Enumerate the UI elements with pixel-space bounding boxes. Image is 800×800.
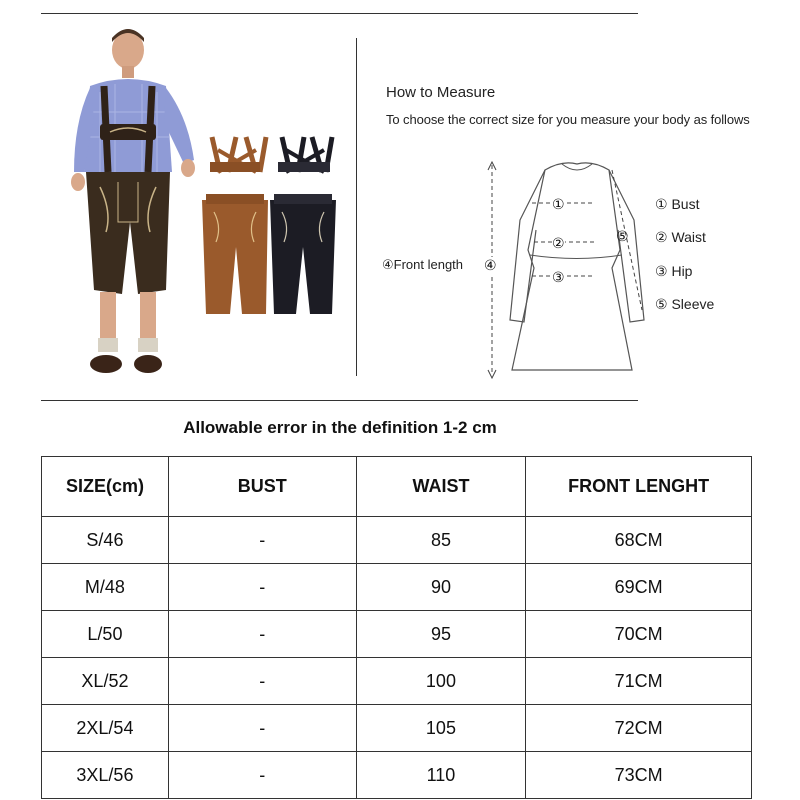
cell-bust: - xyxy=(168,517,356,564)
cell-bust: - xyxy=(168,752,356,799)
cell-front-length: 69CM xyxy=(526,564,752,611)
cell-front-length: 73CM xyxy=(526,752,752,799)
bust-marker: ① xyxy=(552,196,565,212)
model-figure xyxy=(71,29,195,373)
panel-divider xyxy=(356,38,357,376)
dress-diagram xyxy=(362,40,792,390)
cell-bust: - xyxy=(168,705,356,752)
legend-waist: ② Waist xyxy=(655,229,706,245)
allowable-error-note: Allowable error in the definition 1-2 cm xyxy=(183,418,497,437)
cell-front-length: 70CM xyxy=(526,611,752,658)
mid-divider xyxy=(41,400,638,401)
header-bust: BUST xyxy=(168,457,356,517)
table-row xyxy=(42,752,752,799)
brown-lederhosen xyxy=(202,137,268,314)
cell-bust: - xyxy=(168,564,356,611)
table-row xyxy=(42,564,752,611)
legend-sleeve: ⑤ Sleeve xyxy=(655,296,715,312)
cell-size: L/50 xyxy=(42,611,169,658)
cell-size: XL/52 xyxy=(42,658,169,705)
black-lederhosen xyxy=(270,137,336,314)
cell-waist: 85 xyxy=(356,517,526,564)
cell-size: M/48 xyxy=(42,564,169,611)
header-waist: WAIST xyxy=(356,457,526,517)
cell-waist: 100 xyxy=(356,658,526,705)
table-row xyxy=(42,517,752,564)
cell-waist: 95 xyxy=(356,611,526,658)
cell-waist: 110 xyxy=(356,752,526,799)
measure-title: How to Measure xyxy=(386,84,496,101)
cell-size: S/46 xyxy=(42,517,169,564)
top-divider xyxy=(41,13,638,14)
legend-hip: ③ Hip xyxy=(655,263,693,279)
cell-front-length: 72CM xyxy=(526,705,752,752)
table-row xyxy=(42,658,752,705)
table-header-row xyxy=(42,457,752,517)
measure-subtitle: To choose the correct size for you measure your body as follows xyxy=(386,112,750,127)
product-photo xyxy=(60,22,345,392)
legend-bust: ① Bust xyxy=(655,196,700,212)
cell-size: 2XL/54 xyxy=(42,705,169,752)
waist-marker: ② xyxy=(552,235,565,251)
cell-waist: 90 xyxy=(356,564,526,611)
cell-size: 3XL/56 xyxy=(42,752,169,799)
sleeve-marker: ⑤ xyxy=(616,228,629,244)
cell-front-length: 71CM xyxy=(526,658,752,705)
table-row xyxy=(42,611,752,658)
header-size: SIZE(cm) xyxy=(42,457,169,517)
hip-marker: ③ xyxy=(552,269,565,285)
size-table xyxy=(41,456,752,799)
table-row xyxy=(42,705,752,752)
front-length-marker: ④ xyxy=(484,257,497,273)
header-front-length: FRONT LENGHT xyxy=(526,457,752,517)
how-to-measure-panel xyxy=(362,40,792,390)
cell-waist: 105 xyxy=(356,705,526,752)
front-length-label: ④Front length xyxy=(382,257,464,272)
cell-bust: - xyxy=(168,611,356,658)
cell-front-length: 68CM xyxy=(526,517,752,564)
cell-bust: - xyxy=(168,658,356,705)
